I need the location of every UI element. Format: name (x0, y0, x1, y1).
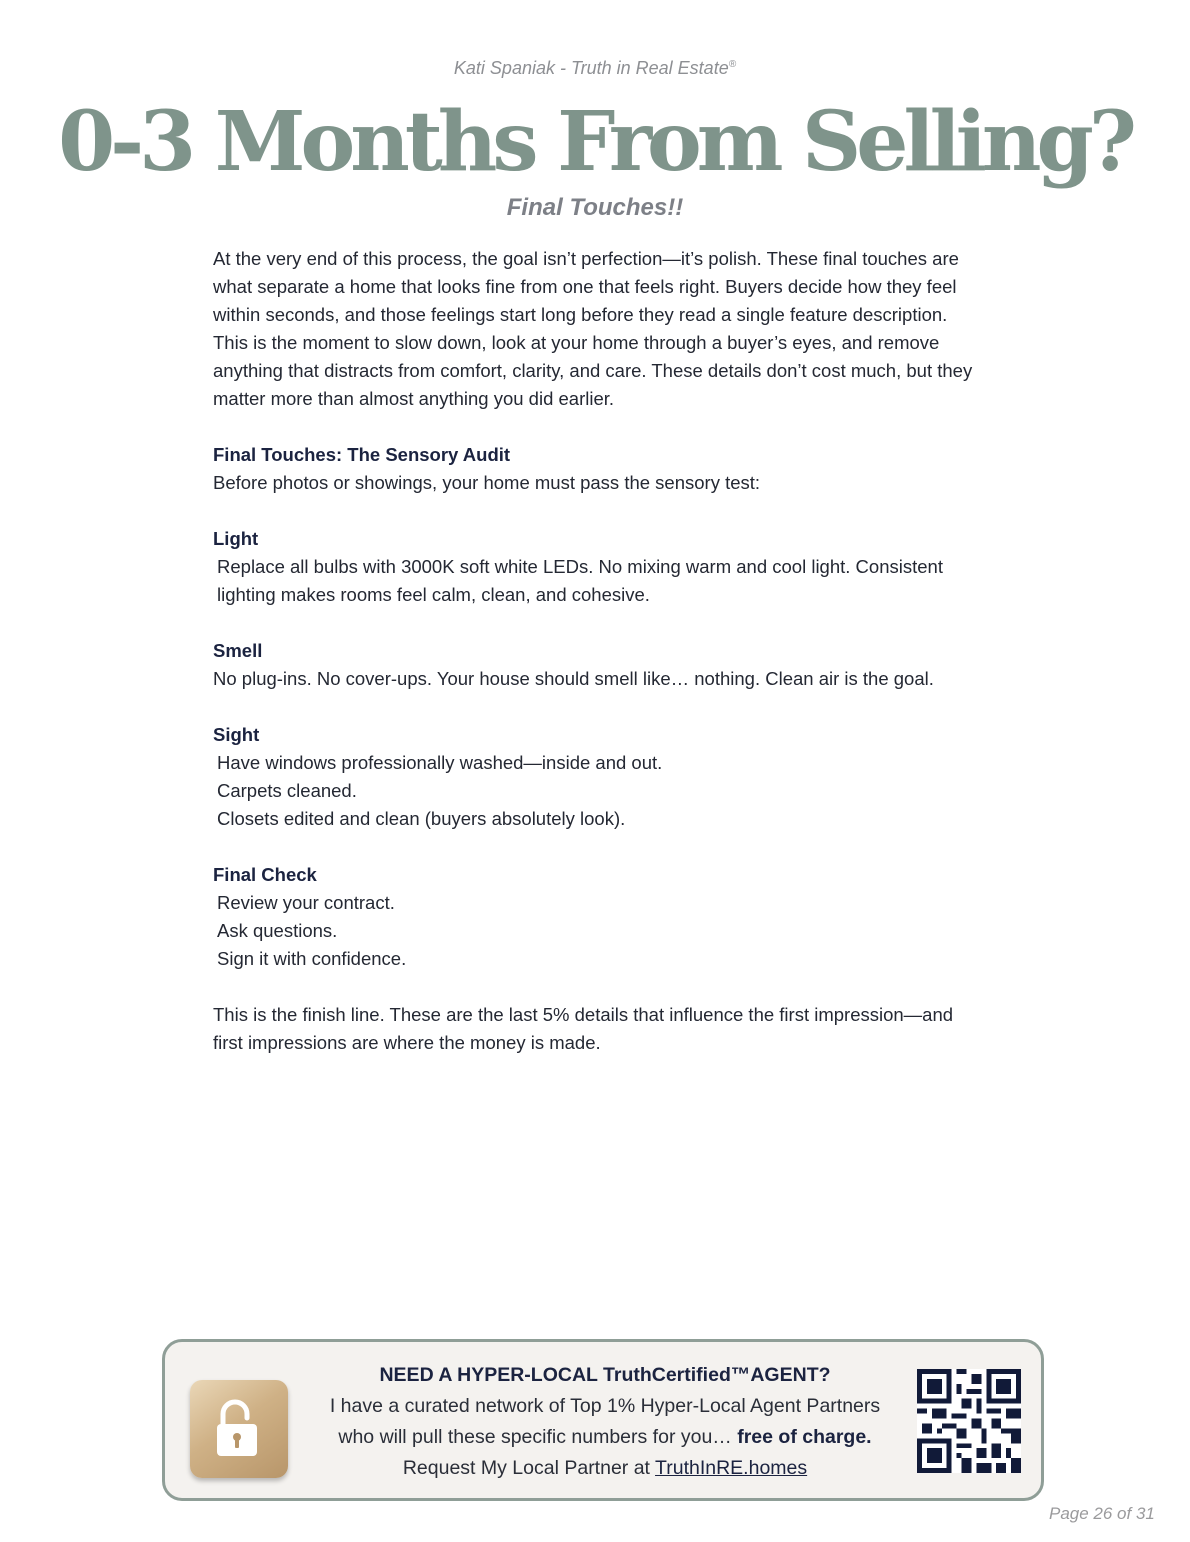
page-header (0, 58, 1190, 79)
section-heading: Sight (213, 724, 260, 745)
cta-heading: NEED A HYPER-LOCAL TruthCertified™AGENT? (379, 1364, 831, 1386)
cta-line-2: who will pull these specific numbers for you… free of charge. (338, 1426, 872, 1448)
section-text: No plug-ins. No cover-ups. Your house should smell like… nothing. Clean air is the goal. (213, 668, 934, 689)
section-heading: Final Touches: The Sensory Audit (213, 444, 511, 465)
list-item: Have windows professionally washed—inside and out. (217, 752, 663, 773)
registered-mark: ® (728, 59, 737, 70)
section-heading: Light (213, 528, 259, 549)
list-item: Closets edited and clean (buyers absolutely look). (217, 808, 626, 829)
page-title: 0-3 Months From Selling? (58, 94, 1132, 190)
page-number: Page 26 of 31 (1049, 1504, 1155, 1523)
free-of-charge: free of charge. (737, 1426, 872, 1448)
section-heading: Smell (213, 640, 263, 661)
list-item: Carpets cleaned. (217, 780, 357, 801)
closing-paragraph: This is the finish line. These are the last 5% details that influence the first impression—and first impressions are where the money is made. (213, 1004, 954, 1053)
section-text: Replace all bulbs with 3000K soft white LEDs. No mixing warm and cool light. Consistent lighting makes rooms feel calm, clean, and cohesive. (217, 556, 943, 605)
qr-code-icon[interactable] (917, 1369, 1021, 1473)
sensory-audit-section (213, 441, 983, 497)
author-line: Kati Spaniak - Truth in Real Estate (453, 58, 729, 78)
intro-paragraph: At the very end of this process, the goal isn’t perfection—it’s polish. These final touches are what separate a home that looks fine from one that feels right. Buyers decide how they feel within seconds, and those feelings start long before they read a single feature description. This is the moment to slow down, look at your home through a buyer’s eyes, and remove anything that distracts from comfort, clarity, and care. These details don’t cost much, but they matter more than almost anything you did earlier. (213, 248, 973, 409)
section-text: Before photos or showings, your home must pass the sensory test: (213, 472, 761, 493)
list-item: Ask questions. (217, 920, 338, 941)
section-heading: Final Check (213, 864, 317, 885)
unlocked-padlock-icon (190, 1380, 288, 1478)
list-item: Review your contract. (217, 892, 395, 913)
light-section (213, 525, 983, 609)
list-item: Sign it with confidence. (217, 948, 407, 969)
smell-section (213, 637, 983, 693)
main-content (213, 245, 983, 1085)
cta-line-3: Request My Local Partner at TruthInRE.homes (402, 1457, 808, 1479)
agent-cta-box (162, 1339, 1044, 1501)
cta-text (305, 1360, 905, 1484)
cta-line-1: I have a curated network of Top 1% Hyper-Local Agent Partners (329, 1395, 881, 1417)
sight-section (213, 721, 983, 833)
truthinre-link[interactable]: TruthInRE.homes (655, 1457, 808, 1479)
page-subtitle: Final Touches!! (506, 194, 684, 221)
final-check-section (213, 861, 983, 973)
